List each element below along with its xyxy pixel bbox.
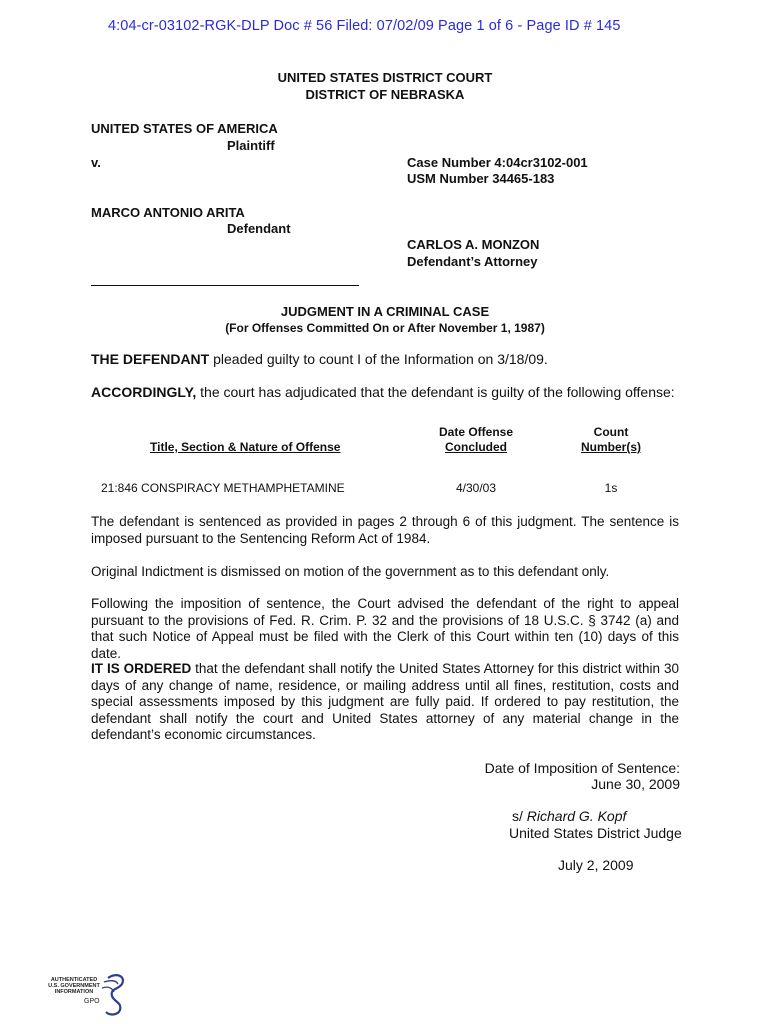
case-number: Case Number 4:04cr3102-001 [407,155,588,170]
attorney-role: Defendant’s Attorney [407,254,538,269]
signature-line [512,808,626,824]
count-cell: 1s [604,481,618,495]
gpo-logo-text [44,977,104,996]
ordered-paragraph [91,661,679,744]
date-cell: 4/30/03 [455,481,497,495]
gpo-logo-line2: U.S. GOVERNMENT [48,983,100,990]
col-header-offense: Title, Section & Nature of Offense [150,440,341,454]
plaintiff-role: Plaintiff [227,138,275,153]
col-header-count-line2: Number(s) [580,440,641,454]
imposition-date: June 30, 2009 [591,776,680,792]
gpo-mark-text: GPO [84,998,100,1005]
col-header-date-line2: Concluded [445,440,507,454]
defendant-plea-text: pleaded guilty to count I of the Information on 3/18/09. [209,351,548,367]
col-header-count-line1: Count [593,425,629,439]
accordingly-paragraph [91,384,675,400]
judge-title: United States District Judge [509,825,682,841]
gpo-authenticated-logo [44,972,128,1016]
offense-cell: 21:846 CONSPIRACY METHAMPHETAMINE [101,481,345,495]
defendant-role: Defendant [227,221,291,236]
indictment-paragraph: Original Indictment is dismissed on motion of the government as to this defendant only. [91,564,610,579]
caption-divider [91,285,359,286]
judge-signature: Richard G. Kopf [526,808,627,824]
court-district: DISTRICT OF NEBRASKA [305,87,465,102]
filing-header: 4:04-cr-03102-RGK-DLP Doc # 56 Filed: 07/02/09 Page 1 of 6 - Page ID # 145 [108,18,621,34]
judgment-subtitle: (For Offenses Committed On or After November 1, 1987) [225,321,545,335]
defendant-name: MARCO ANTONIO ARITA [91,205,245,220]
gpo-logo-line3: INFORMATION [54,989,94,996]
attorney-name: CARLOS A. MONZON [407,237,540,252]
signature-date: July 2, 2009 [558,857,634,873]
col-header-date-line1: Date Offense [438,425,514,439]
gpo-logo-line1: AUTHENTICATED [50,977,98,983]
judgment-title: JUDGMENT IN A CRIMINAL CASE [280,304,490,319]
sentence-paragraph: The defendant is sentenced as provided in pages 2 through 6 of this judgment. The sentence is imposed pursuant to the Sentencing Reform Act of 1984. [91,514,679,546]
ordered-text: that the defendant shall notify the United States Attorney for this district within 30 days of any change of name, residence, or mailing address until all fines, restitution, costs and special assessments imposed by this judgment are fully paid. If ordered to pay restitution, the defendant shall notify the court and United States attorney of any material change in the defendant’s economic circumstances. [91,661,679,742]
plaintiff-name: UNITED STATES OF AMERICA [91,121,278,136]
defendant-plea-lead: THE DEFENDANT [91,351,210,367]
court-name: UNITED STATES DISTRICT COURT [277,70,493,85]
accordingly-text: the court has adjudicated that the defendant is guilty of the following offense: [196,384,675,400]
gpo-eagle-icon [102,972,128,1016]
signature-prefix: s/ [512,808,527,824]
usm-number: USM Number 34465-183 [407,171,555,186]
versus: v. [91,155,101,170]
accordingly-lead: ACCORDINGLY, [91,384,197,400]
imposition-label: Date of Imposition of Sentence: [484,760,680,776]
appeal-paragraph: Following the imposition of sentence, the Court advised the defendant of the right to appeal pursuant to the provisions of Fed. R. Crim. P. 32 and the provisions of 18 U.S.C. § 3742 (a) and that such Notice of Appeal must be filed with the Clerk of this Court within ten (10) days of this date. [91,596,679,661]
ordered-lead: IT IS ORDERED [91,661,192,676]
defendant-plea-paragraph [91,351,548,367]
